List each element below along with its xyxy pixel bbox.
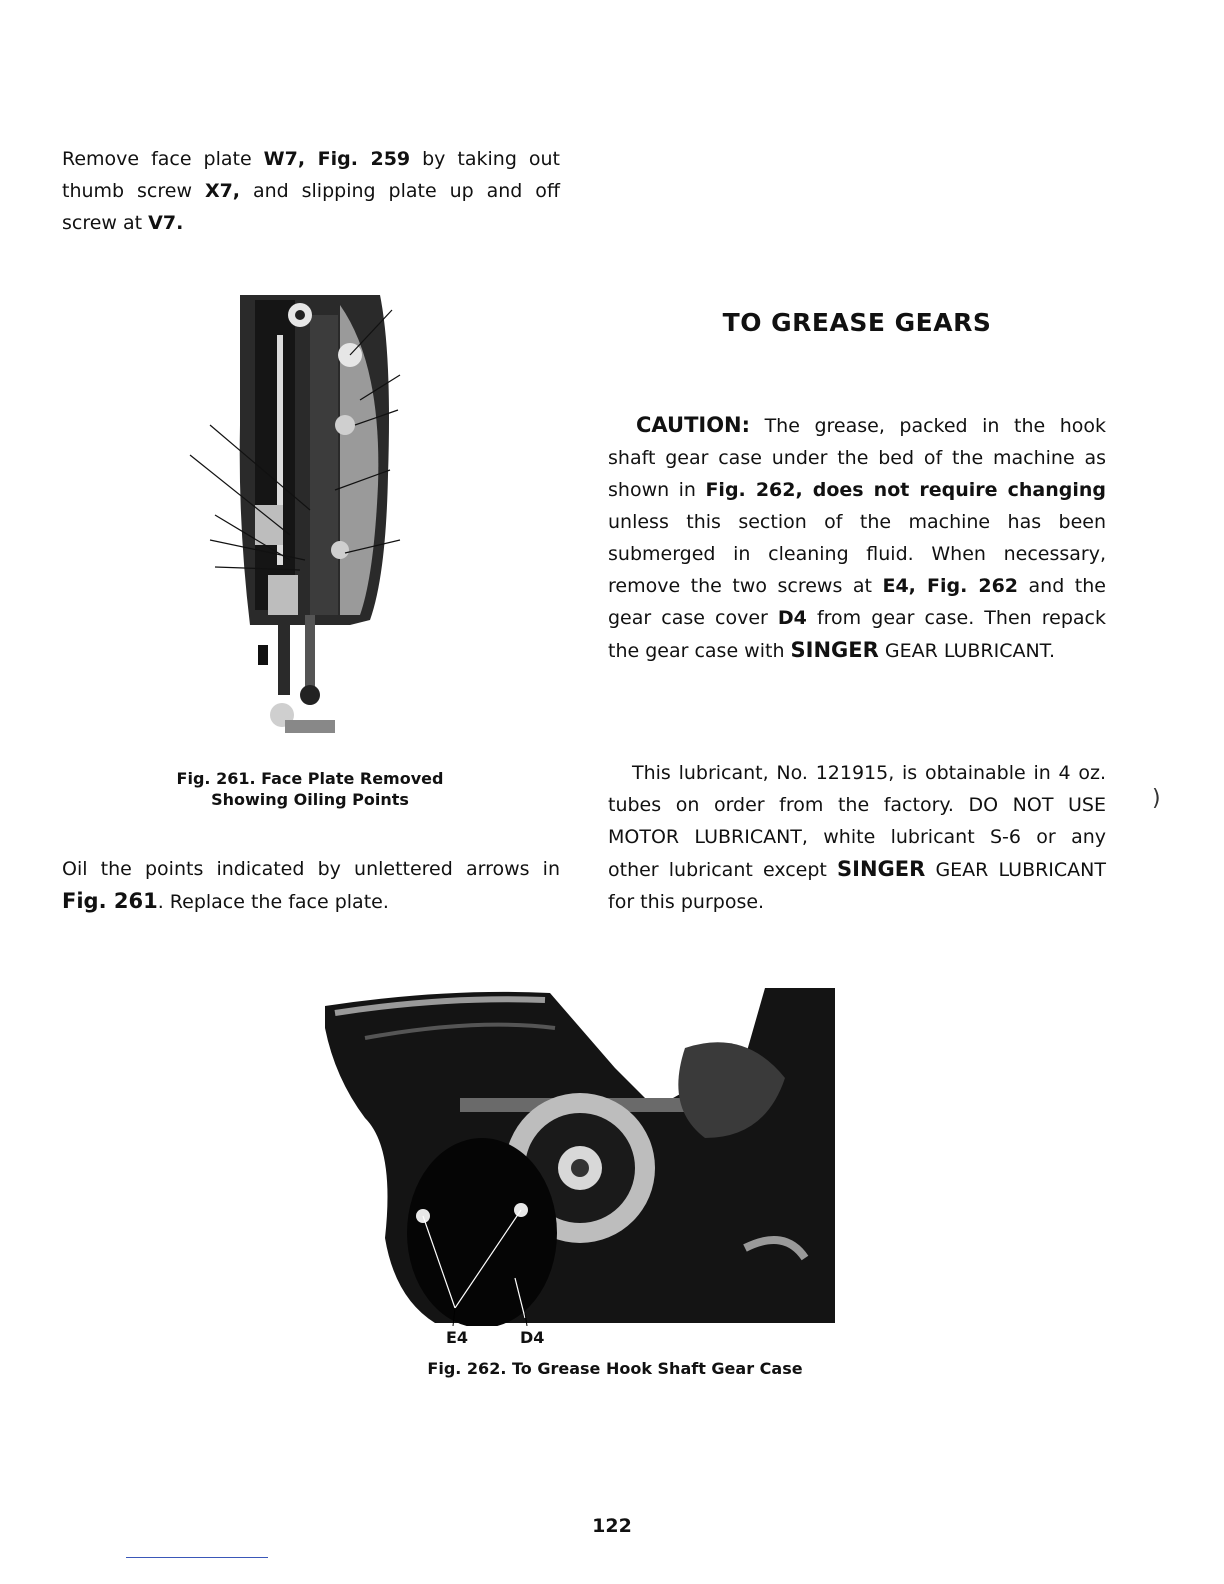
page-number: 122	[592, 1515, 632, 1537]
label-d4: D4	[520, 1328, 545, 1347]
fig-261-face-plate-illustration	[160, 275, 420, 750]
label-e4: E4	[446, 1328, 469, 1347]
fig-262-caption: Fig. 262. To Grease Hook Shaft Gear Case	[427, 1359, 803, 1378]
scan-mark: )	[1152, 786, 1161, 811]
intro-paragraph: Remove face plate W7, Fig. 259 by taking out thumb screw X7, and slipping plate up and off screw at V7.	[62, 148, 560, 234]
oil-paragraph: Oil the points indicated by unlettered arrows in Fig. 261. Replace the face plate.	[62, 858, 560, 913]
fig-261-caption-line1: Fig. 261. Face Plate Removed	[176, 769, 444, 788]
fig-261-caption	[150, 768, 470, 810]
footer-rule	[126, 1557, 268, 1558]
lubricant-paragraph: This lubricant, No. 121915, is obtainable in 4 oz. tubes on order from the factory. DO NOT USE MOTOR LUBRICANT, white lubricant S-6 or any other lubricant except SINGER GEAR LUBRICANT for this purpose.	[608, 762, 1106, 913]
fig-262-gear-case-photo	[325, 988, 835, 1326]
caution-paragraph: CAUTION: The grease, packed in the hook shaft gear case under the bed of the machine as shown in Fig. 262, does not require changing unless this section of the machine has been submerged in cleaning fluid. When necessary, remove the two screws at E4, Fig. 262 and the gear case cover D4 from gear case. Then repack the gear case with SINGER GEAR LUBRICANT.	[608, 413, 1106, 662]
fig-261-caption-line2: Showing Oiling Points	[211, 790, 409, 809]
section-heading: TO GREASE GEARS	[722, 308, 992, 337]
